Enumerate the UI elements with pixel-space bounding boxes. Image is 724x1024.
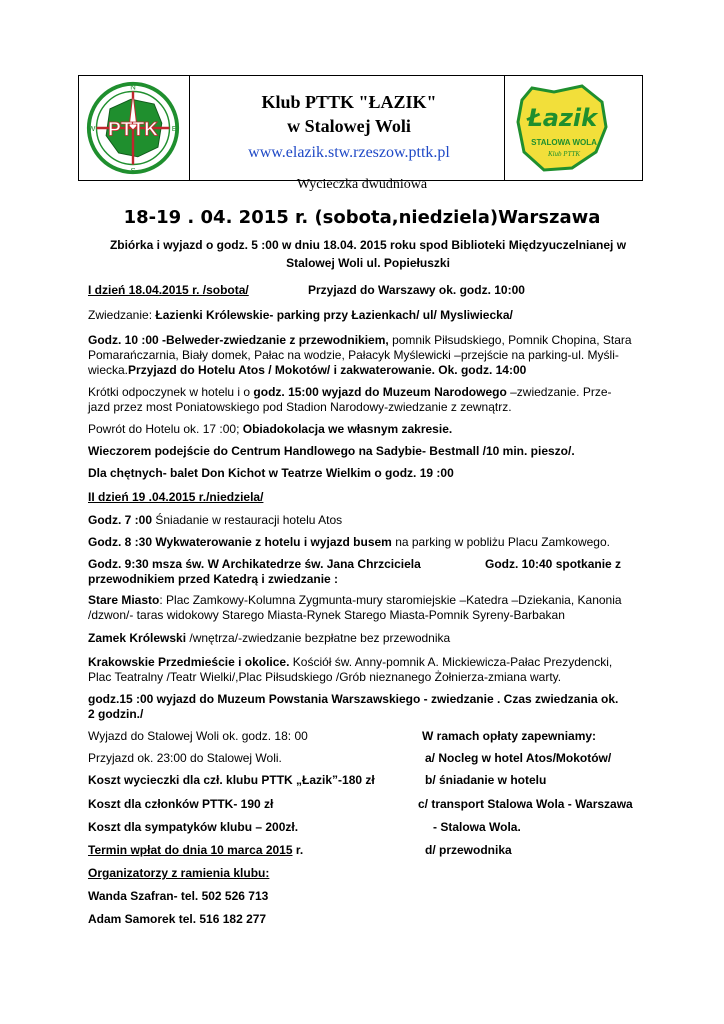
- departure-time: Wyjazd do Stalowej Woli ok. godz. 18: 00: [88, 729, 308, 743]
- day2-checkout: Godz. 8 :30 Wykwaterowanie z hotelu i wyjazd busem na parking w pobliżu Placu Zamkowego.: [88, 535, 610, 549]
- cost-sympathizers: Koszt dla sympatyków klubu – 200zł.: [88, 820, 299, 834]
- lazik-logo-word: Łazik: [526, 104, 598, 132]
- lazik-logo-icon: [512, 82, 612, 174]
- organizer-wanda: Wanda Szafran- tel. 502 526 713: [88, 889, 269, 903]
- day2-castle: Zamek Królewski /wnętrza/-zwiedzanie bezpłatne bez przewodnika: [88, 631, 451, 645]
- meeting-line-1: Zbiórka i wyjazd o godz. 5 :00 w dniu 18.04. 2015 roku spod Biblioteki Międzyuczelnianej w: [109, 238, 627, 252]
- day1-belweder-line3: wiecka.Przyjazd do Hotelu Atos / Mokotów/ i zakwaterowanie. Ok. godz. 14:00: [88, 363, 527, 377]
- lazik-logo-club: Klub PTTK: [547, 150, 581, 158]
- club-city: w Stalowej Woli: [287, 116, 411, 136]
- day2-old-town-line2: /dzwon/- taras widokowy Starego Miasta-Rynek Starego Miasta-Pomnik Syreny-Barbakan: [88, 608, 565, 622]
- day1-heading: I dzień 18.04.2015 r. /sobota/: [88, 283, 249, 297]
- included-accommodation: a/ Nocleg w hotel Atos/Mokotów/: [425, 751, 612, 765]
- cost-pttk-members: Koszt dla członków PTTK- 190 zł: [88, 797, 274, 811]
- cost-lazik-members: Koszt wycieczki dla czł. klubu PTTK „Łazik”-180 zł: [88, 773, 375, 787]
- day2-meeting-time: Godz. 10:40 spotkanie z: [485, 557, 622, 571]
- compass-n-label: N: [130, 82, 136, 92]
- lazik-logo-city: STALOWA WOLA: [531, 138, 597, 147]
- organizer-adam: Adam Samorek tel. 516 182 277: [88, 912, 267, 926]
- organizers-heading: Organizatorzy z ramienia klubu:: [88, 866, 270, 880]
- meeting-info: [88, 236, 648, 272]
- header-divider-right: [504, 76, 505, 180]
- header-divider-left: [189, 76, 190, 180]
- day2-mass-line1: Godz. 9:30 msza św. W Archikatedrze św. Jana Chrzciciela: [88, 557, 421, 571]
- included-guide: d/ przewodnika: [425, 843, 512, 857]
- day1-ballet: Dla chętnych- balet Don Kichot w Teatrze Wielkim o godz. 19 :00: [88, 466, 454, 480]
- trip-subtitle: Wycieczka dwudniowa: [296, 177, 428, 192]
- day2-krakowskie-line1: Krakowskie Przedmieście i okolice. Kościół św. Anny-pomnik A. Mickiewicza-Pałac Prezydencki,: [88, 655, 613, 669]
- club-url[interactable]: www.elazik.stw.rzeszow.pttk.pl: [248, 144, 450, 161]
- day2-old-town-line1: Stare Miasto: Plac Zamkowy-Kolumna Zygmunta-mury staromiejskie –Katedra –Dziekania, Kanonia: [88, 593, 622, 607]
- pttk-logo-text: PTTK: [107, 119, 159, 141]
- day1-belweder-line1: Godz. 10 :00 -Belweder-zwiedzanie z przewodnikiem, pomnik Piłsudskiego, Pomnik Chopina, Stara: [88, 333, 632, 347]
- day2-heading: II dzień 19 .04.2015 r./niedziela/: [88, 490, 264, 504]
- day2-breakfast: Godz. 7 :00 Śniadanie w restauracji hotelu Atos: [88, 513, 343, 527]
- compass-w-label: W: [88, 123, 96, 133]
- day1-return: Powrót do Hotelu ok. 17 :00; Obiadokolacja we własnym zakresie.: [88, 422, 453, 436]
- trip-title: 18-19 . 04. 2015 r. (sobota,niedziela)Warszawa: [123, 207, 601, 228]
- day1-lazienki: Zwiedzanie: Łazienki Królewskie- parking przy Łazienkach/ ul/ Mysliwiecka/: [88, 308, 513, 322]
- day1-museum-line1: Krótki odpoczynek w hotelu i o godz. 15:00 wyjazd do Muzeum Narodowego –zwiedzanie. Prze-: [88, 385, 612, 399]
- day2-krakowskie-line2: Plac Teatralny /Teatr Wielki/,Plac Piłsudskiego /Grób nieznanego Żołnierza-zmiana warty.: [88, 670, 562, 684]
- day2-uprising-line2: 2 godzin./: [88, 707, 144, 721]
- day1-arrival: Przyjazd do Warszawy ok. godz. 10:00: [308, 283, 525, 297]
- pttk-logo-icon: [85, 80, 181, 176]
- header-box: [78, 75, 643, 181]
- day1-museum-line2: jazd przez most Poniatowskiego pod Stadion Narodowy-zwiedzanie z zewnątrz.: [88, 400, 512, 414]
- included-transport-return: - Stalowa Wola.: [433, 820, 521, 834]
- payment-deadline: Termin wpłat do dnia 10 marca 2015 r.: [88, 843, 304, 857]
- day2-uprising-line1: godz.15 :00 wyjazd do Muzeum Powstania Warszawskiego - zwiedzanie . Czas zwiedzania ok.: [88, 692, 619, 706]
- day2-mass-line2: przewodnikiem przed Katedrą i zwiedzanie :: [88, 572, 339, 586]
- meeting-line-2: Stalowej Woli ul. Popiełuszki: [286, 256, 450, 270]
- club-name: Klub PTTK "ŁAZIK": [261, 92, 437, 112]
- included-breakfast: b/ śniadanie w hotelu: [425, 773, 547, 787]
- return-time: Przyjazd ok. 23:00 do Stalowej Woli.: [88, 751, 282, 765]
- compass-s-label: S: [130, 166, 136, 176]
- included-transport: c/ transport Stalowa Wola - Warszawa: [418, 797, 633, 811]
- day1-evening: Wieczorem podejście do Centrum Handlowego na Sadybie- Bestmall /10 min. pieszo/.: [88, 444, 575, 458]
- included-heading: W ramach opłaty zapewniamy:: [422, 729, 597, 743]
- compass-e-label: E: [171, 123, 177, 133]
- day1-belweder-line2: Pomarańczarnia, Biały domek, Pałac na wodzie, Pałacyk Myślewicki –przejście na parking-ul. Myśli-: [88, 348, 619, 362]
